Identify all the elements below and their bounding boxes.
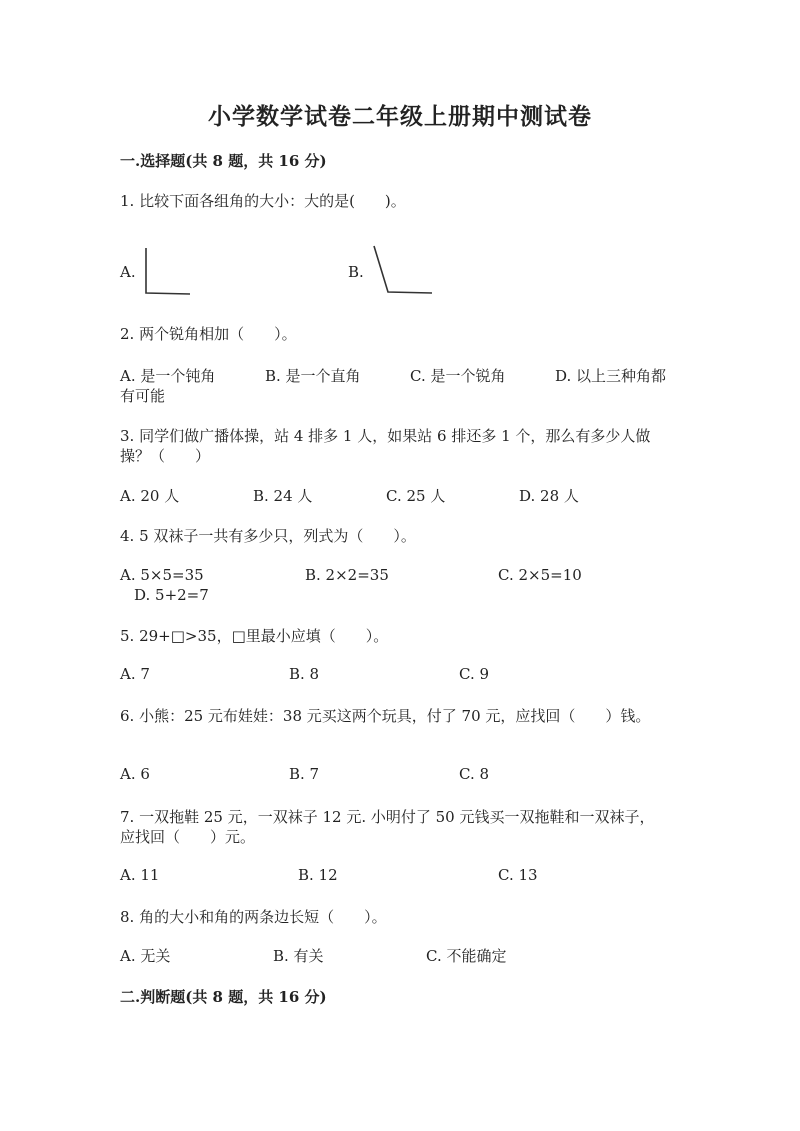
question-7-line-2: 应找回（ ）元。 xyxy=(120,828,256,846)
q3-option-d: D. 28 人 xyxy=(519,487,579,505)
q1-angle-b-figure xyxy=(368,244,438,299)
q6-option-a: A. 6 xyxy=(120,765,150,783)
question-8: 8. 角的大小和角的两条边长短（ ）。 xyxy=(120,908,387,926)
q2-option-d: D. 以上三种角都 xyxy=(555,367,667,385)
question-3-line-2: 操？（ ） xyxy=(120,447,211,465)
question-3-line-1: 3. 同学们做广播体操，站 4 排多 1 人，如果站 6 排还多 1 个，那么有多少人做 xyxy=(120,427,651,445)
q3-option-b: B. 24 人 xyxy=(253,487,313,505)
q2-option-a: A. 是一个钝角 xyxy=(120,367,216,385)
q5-option-c: C. 9 xyxy=(459,665,490,683)
q7-option-b: B. 12 xyxy=(298,866,338,884)
q6-option-c: C. 8 xyxy=(459,765,490,783)
question-2: 2. 两个锐角相加（ ）。 xyxy=(120,325,297,343)
q7-option-a: A. 11 xyxy=(120,866,160,884)
q4-option-b: B. 2×2=35 xyxy=(305,566,389,584)
q5-option-b: B. 8 xyxy=(289,665,320,683)
question-4: 4. 5 双袜子一共有多少只，列式为（ ）。 xyxy=(120,527,416,545)
question-1: 1. 比较下面各组角的大小：大的是( )。 xyxy=(120,192,406,210)
q2-option-b: B. 是一个直角 xyxy=(265,367,361,385)
q5-option-a: A. 7 xyxy=(120,665,150,683)
question-7-line-1: 7. 一双拖鞋 25 元，一双袜子 12 元. 小明付了 50 元钱买一双拖鞋和一双袜子， xyxy=(120,808,655,826)
q4-option-d: D. 5+2=7 xyxy=(134,586,209,604)
q8-option-c: C. 不能确定 xyxy=(426,947,507,965)
section-heading-choice: 一.选择题(共 8 题，共 16 分) xyxy=(120,152,327,170)
page-title: 小学数学试卷二年级上册期中测试卷 xyxy=(208,103,592,130)
q2-option-d-continued: 有可能 xyxy=(120,387,166,405)
q8-option-b: B. 有关 xyxy=(273,947,324,965)
q7-option-c: C. 13 xyxy=(498,866,538,884)
question-6: 6. 小熊：25 元布娃娃：38 元买这两个玩具，付了 70 元，应找回（ ）钱。 xyxy=(120,707,651,725)
q4-option-a: A. 5×5=35 xyxy=(120,566,204,584)
q1-option-b-label: B. xyxy=(348,263,364,281)
q8-option-a: A. 无关 xyxy=(120,947,171,965)
q6-option-b: B. 7 xyxy=(289,765,320,783)
q1-angle-a-figure xyxy=(140,244,195,299)
q1-option-a-label: A. xyxy=(120,263,136,281)
q3-option-c: C. 25 人 xyxy=(386,487,446,505)
obtuse-angle-lines xyxy=(374,246,432,293)
q3-option-a: A. 20 人 xyxy=(120,487,180,505)
question-5: 5. 29+□>35，□里最小应填（ ）。 xyxy=(120,627,389,645)
q2-option-c: C. 是一个锐角 xyxy=(410,367,506,385)
right-angle-lines xyxy=(146,248,190,294)
section-heading-judgment: 二.判断题(共 8 题，共 16 分) xyxy=(120,988,327,1006)
q4-option-c: C. 2×5=10 xyxy=(498,566,582,584)
